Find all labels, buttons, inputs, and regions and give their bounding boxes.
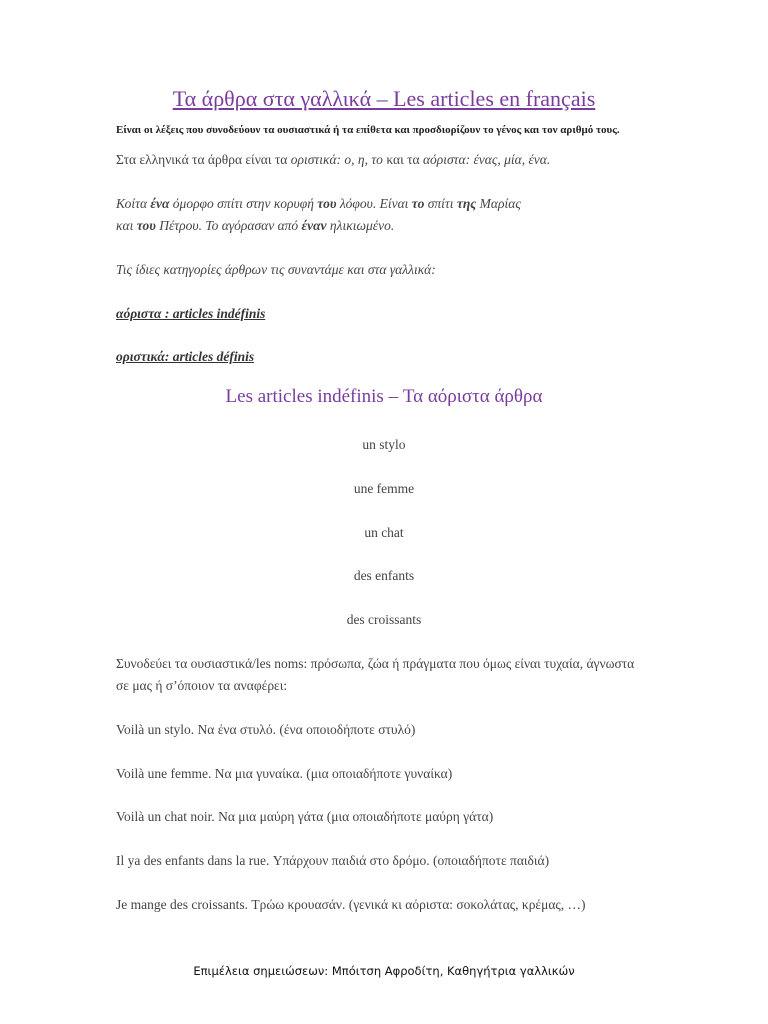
explanation-paragraph: Συνοδεύει τα ουσιαστικά/les noms: πρόσωπα, ζώα ή πράγματα που όμως είναι τυχαία, άγνωστα σε μας ή σ’όποιον τα αναφέρει:	[116, 656, 635, 693]
example-sentence: Voilà un stylo. Να ένα στυλό. (ένα οποιοδήποτε στυλό)	[116, 722, 416, 737]
example-sentence: Voilà un chat noir. Να μια μαύρη γάτα (μια οποιαδήποτε μαύρη γάτα)	[116, 809, 494, 824]
body-line-3: και του Πέτρου. Το αγόρασαν από έναν ηλικιωμένο.	[116, 218, 395, 233]
intro-text: Είναι οι λέξεις που συνοδεύουν τα ουσιαστικά ή τα επίθετα και προσδιορίζουν το γένος και τον αριθμό τους.	[116, 124, 620, 136]
category-definite: οριστικά: articles définis	[116, 349, 255, 364]
body-line-1: Στα ελληνικά τα άρθρα είναι τα οριστικά: ο, η, το και τα αόριστα: ένας, μία, ένα.	[116, 152, 551, 167]
page-title: Τα άρθρα στα γαλλικά – Les articles en français	[172, 86, 596, 111]
example-sentence: Je mange des croissants. Τρώω κρουασάν. (γενικά κι αόριστα: σοκολάτας, κρέμας, …)	[116, 897, 586, 912]
example-item: une femme	[353, 481, 415, 496]
body-line-2: Κοίτα ένα όμορφο σπίτι στην κορυφή του λόφου. Είναι το σπίτι της Μαρίας	[116, 196, 521, 211]
section-subtitle: Les articles indéfinis – Τα αόριστα άρθρα	[225, 386, 543, 407]
example-item: des enfants	[353, 568, 415, 583]
example-sentence: Il ya des enfants dans la rue. Υπάρχουν παιδιά στο δρόμο. (οποιαδήποτε παιδιά)	[116, 853, 550, 868]
example-item: un chat	[364, 525, 404, 540]
example-item: des croissants	[346, 612, 422, 627]
example-sentence: Voilà une femme. Να μια γυναίκα. (μια οποιαδήποτε γυναίκα)	[116, 766, 453, 781]
body-line-4: Τις ίδιες κατηγορίες άρθρων τις συναντάμε και στα γαλλικά:	[116, 262, 436, 277]
example-item: un stylo	[362, 437, 406, 452]
page-footer: Επιμέλεια σημειώσεων: Μπόιτση Αφροδίτη, Καθηγήτρια γαλλικών	[193, 964, 575, 978]
category-indefinite: αόριστα : articles indéfinis	[116, 306, 266, 321]
